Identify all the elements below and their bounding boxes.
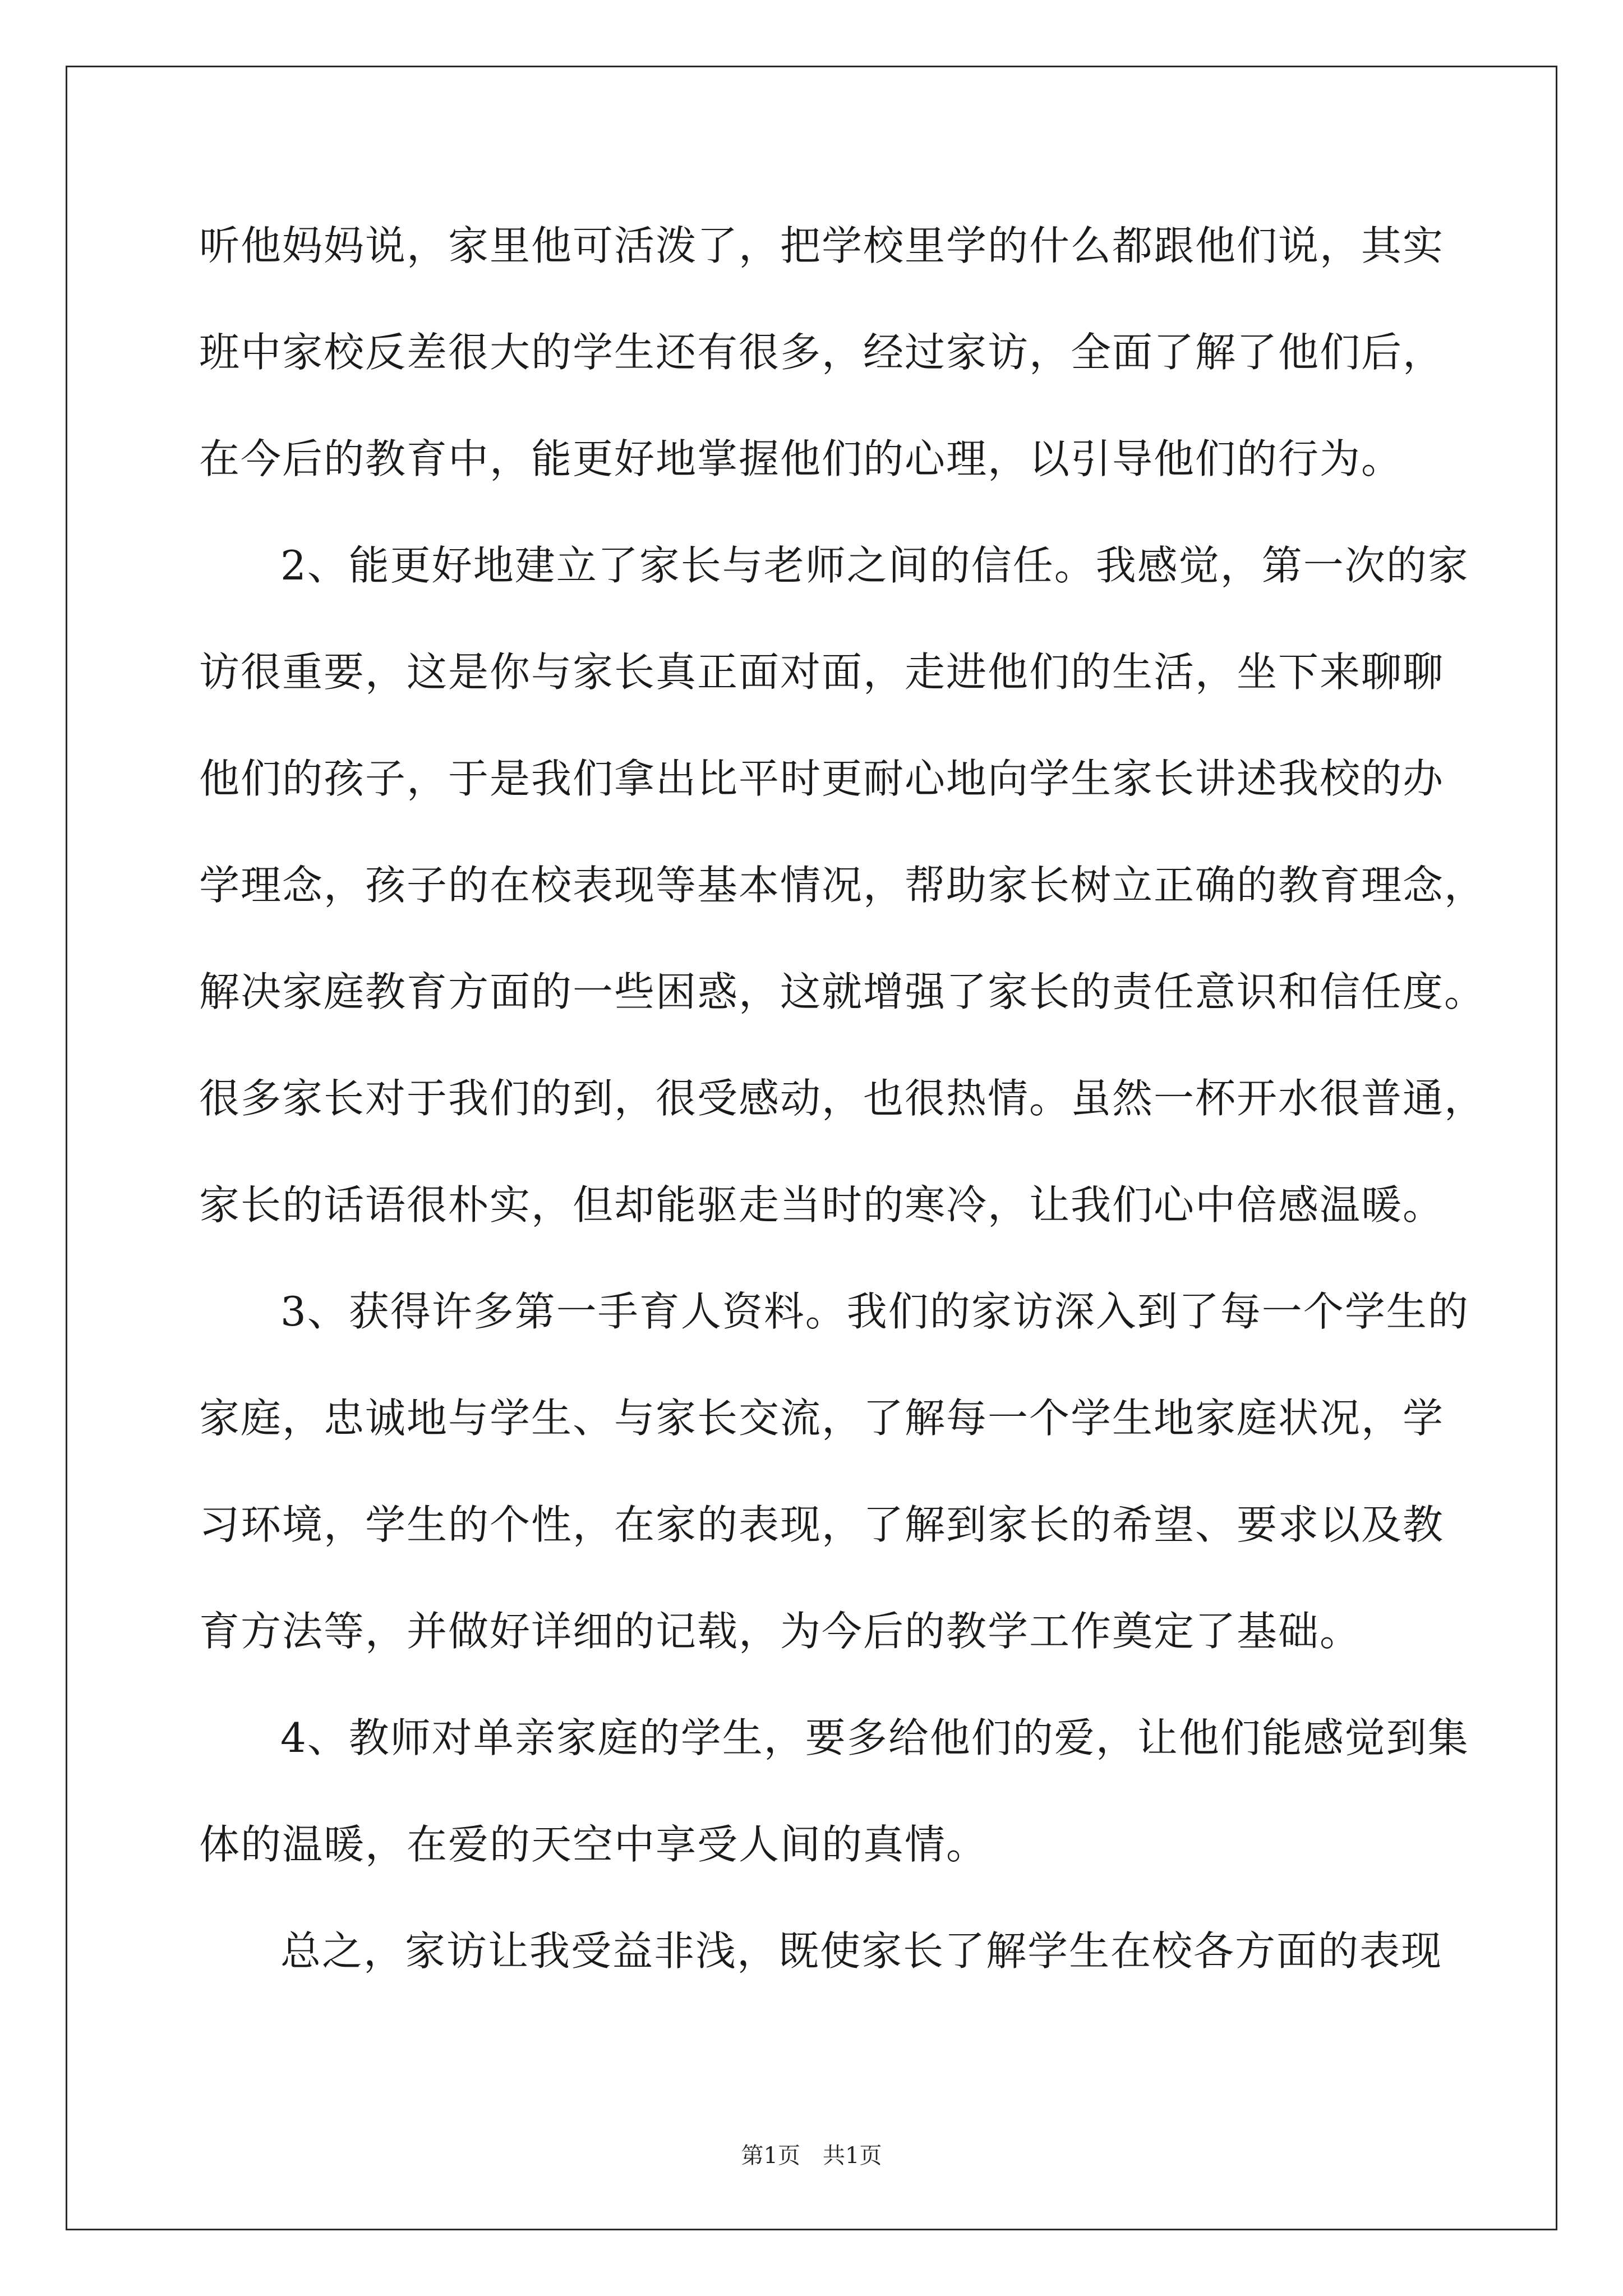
text-line-5: 访很重要，这是你与家长真正面对面，走进他们的生活，坐下来聊聊 (199, 648, 1445, 696)
text-line-16: 体的温暖，在爱的天空中享受人间的真情。 (199, 1821, 988, 1868)
page-number-footer: 第1页 共1页 (741, 2143, 882, 2169)
text-line-7: 学理念，孩子的在校表现等基本情况，帮助家长树立正确的教育理念， (199, 862, 1486, 909)
paragraph-2-start: 2、能更好地建立了家长与老师之间的信任。我感觉，第一次的家 (280, 542, 1469, 589)
paragraph-4-start: 4、教师对单亲家庭的学生，要多给他们的爱，让他们能感觉到集 (280, 1714, 1469, 1761)
text-line-13: 习环境，学生的个性，在家的表现，了解到家长的希望、要求以及教 (199, 1501, 1445, 1548)
text-line-14: 育方法等，并做好详细的记载，为今后的教学工作奠定了基础。 (199, 1608, 1362, 1655)
text-line-8: 解决家庭教育方面的一些困惑，这就增强了家长的责任意识和信任度。 (199, 968, 1486, 1015)
text-line-1: 听他妈妈说，家里他可活泼了，把学校里学的什么都跟他们说，其实 (199, 222, 1445, 269)
text-line-12: 家庭，忠诚地与学生、与家长交流，了解每一个学生地家庭状况，学 (199, 1395, 1445, 1442)
paragraph-5-start: 总之，家访让我受益非浅，既使家长了解学生在校各方面的表现 (280, 1927, 1443, 1975)
text-line-9: 很多家长对于我们的到，很受感动，也很热情。虽然一杯开水很普通， (199, 1075, 1486, 1122)
text-line-10: 家长的话语很朴实，但却能驱走当时的寒冷，让我们心中倍感温暖。 (199, 1181, 1445, 1228)
paragraph-3-start: 3、获得许多第一手育人资料。我们的家访深入到了每一个学生的 (280, 1288, 1469, 1335)
page-border (66, 66, 1557, 2230)
text-line-6: 他们的孩子，于是我们拿出比平时更耐心地向学生家长讲述我校的办 (199, 755, 1445, 802)
text-line-2: 班中家校反差很大的学生还有很多，经过家访，全面了解了他们后， (199, 329, 1445, 376)
text-line-3: 在今后的教育中，能更好地掌握他们的心理，以引导他们的行为。 (199, 435, 1403, 482)
